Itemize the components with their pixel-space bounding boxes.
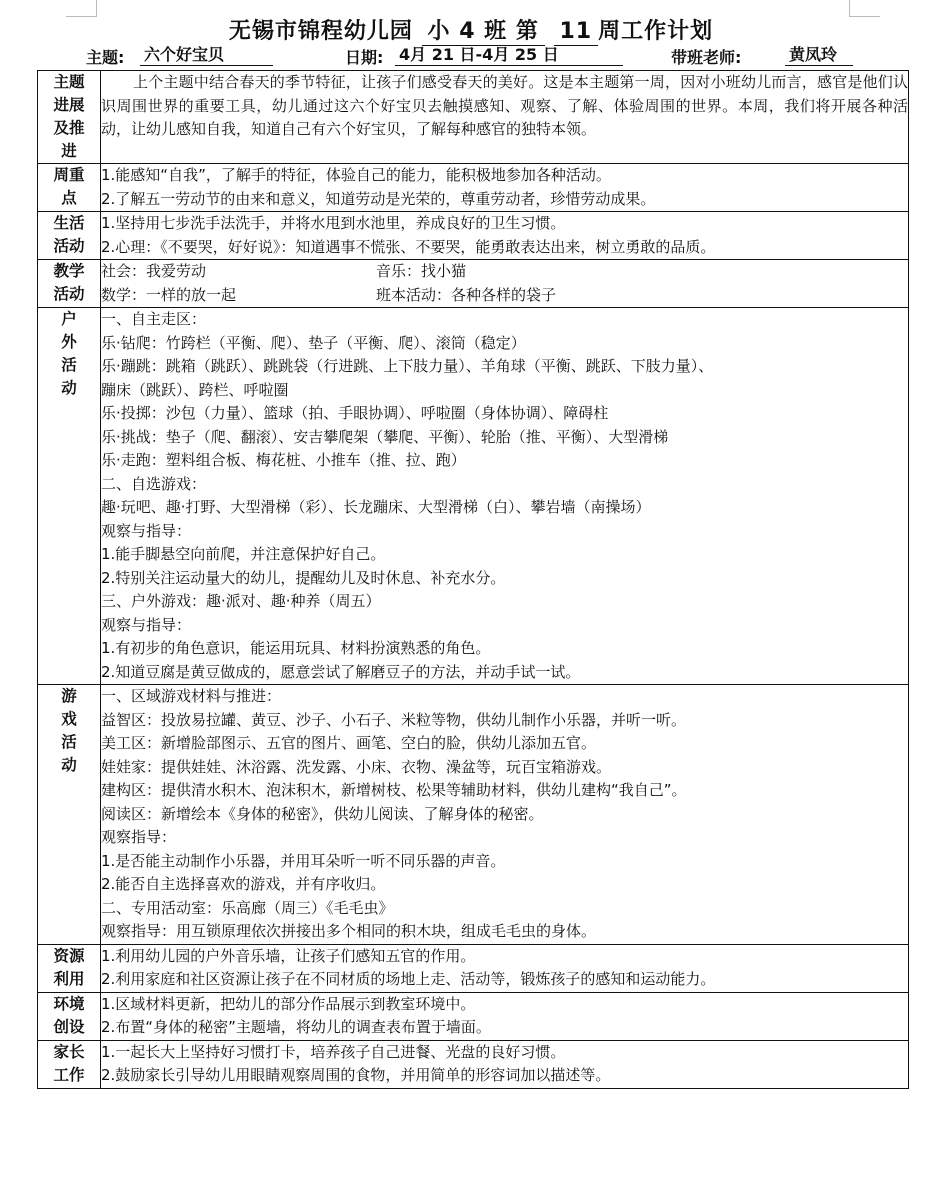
list-item: 阅读区：新增绘本《身体的秘密》，供幼儿阅读、了解身体的秘密。	[101, 804, 544, 823]
list-item: 观察与指导：	[101, 521, 192, 540]
row-weekly-focus	[38, 164, 909, 212]
row-outdoor-activities	[38, 308, 909, 685]
heading-line: 及推	[53, 119, 85, 137]
heading-line: 创设	[53, 1017, 85, 1036]
activity-class: 班本活动：各种各样的袋子	[376, 285, 557, 304]
teaching-row	[101, 260, 908, 284]
content-parent-work	[101, 1040, 909, 1088]
list-item: 趣·玩吧、趣·打野、大型滑梯（彩）、长龙蹦床、大型滑梯（白）、攀岩墙（南操场）	[101, 498, 651, 516]
list-item: 1.利用幼儿园的户外音乐墙，让孩子们感知五官的作用。	[101, 946, 476, 965]
list-item: 1.一起长大上坚持好习惯打卡，培养孩子自己进餐、光盘的良好习惯。	[101, 1042, 566, 1061]
heading-line: 外	[61, 333, 77, 351]
heading-line: 动	[61, 756, 77, 774]
heading-teaching-activities	[38, 260, 101, 308]
list-item: 娃娃家：提供娃娃、沐浴露、洗发露、小床、衣物、澡盆等，玩百宝箱游戏。	[101, 757, 612, 776]
list-item: 益智区：投放易拉罐、黄豆、沙子、小石子、米粒等物，供幼儿制作小乐器，并听一听。	[101, 710, 687, 729]
date-label: 日期:	[345, 48, 384, 67]
heading-resource-use	[38, 944, 101, 992]
theme-value: 六个好宝贝	[140, 45, 273, 66]
heading-line: 生活	[53, 214, 85, 232]
teacher-label: 带班老师:	[671, 48, 742, 67]
list-item: 观察指导：用互锁原理依次拼接出多个相同的积木块，组成毛毛虫的身体。	[101, 922, 597, 940]
content-game-activities	[101, 685, 909, 945]
date-value: 4月 21 日-4月 25 日	[395, 45, 623, 66]
list-item: 1.坚持用七步洗手法洗手，并将水甩到水池里，养成良好的卫生习惯。	[101, 214, 566, 232]
heading-line: 工作	[53, 1065, 85, 1084]
heading-line: 游	[61, 687, 77, 705]
heading-line: 活	[61, 356, 77, 374]
content-life-activities	[101, 212, 909, 260]
row-life-activities	[38, 212, 909, 260]
heading-line: 点	[61, 189, 77, 207]
week-number: 11	[554, 19, 599, 46]
list-item: 观察指导：	[101, 828, 177, 846]
list-item: 1.能感知“自我”，了解手的特征，体验自己的能力，能积极地参加各种活动。	[101, 166, 611, 184]
content-outdoor-activities	[101, 308, 909, 685]
school-name: 无锡市锦程幼儿园	[228, 19, 413, 44]
list-item: 二、自选游戏：	[101, 474, 207, 493]
row-teaching-activities	[38, 260, 909, 308]
heading-line: 进	[61, 142, 77, 160]
plan-meta	[0, 45, 942, 67]
list-item: 乐·蹦跳：跳箱（跳跃）、跳跳袋（行进跳、上下肢力量）、羊角球（平衡、跳跃、下肢力量）、	[101, 357, 714, 375]
row-resource-use	[38, 944, 909, 992]
content-teaching-activities	[101, 260, 909, 308]
page-title	[0, 14, 942, 46]
list-item: 2.利用家庭和社区资源让孩子在不同材质的场地上走、活动等，锻炼孩子的感知和运动能力。	[101, 970, 716, 988]
list-item: 2.了解五一劳动节的由来和意义，知道劳动是光荣的，尊重劳动者，珍惜劳动成果。	[101, 189, 656, 208]
teaching-row	[101, 284, 908, 308]
list-item: 美工区：新增脸部图示、五官的图片、画笔、空白的脸，供幼儿添加五官。	[101, 734, 597, 752]
list-item: 乐·挑战：垫子（爬、翻滚）、安吉攀爬架（攀爬、平衡）、轮胎（推、平衡）、大型滑梯	[101, 427, 669, 446]
title-suffix: 周工作计划	[598, 19, 714, 44]
content-theme-progress	[101, 71, 909, 164]
list-item: 观察与指导：	[101, 615, 192, 634]
heading-outdoor-activities	[38, 308, 101, 685]
heading-line: 户	[61, 310, 77, 328]
list-item: 二、专用活动室：乐高廊（周三）《毛毛虫》	[101, 898, 394, 917]
weekly-plan-table	[37, 70, 909, 1089]
list-item: 三、户外游戏：趣·派对、趣·种养（周五）	[101, 592, 381, 610]
list-item: 1.有初步的角色意识，能运用玩具、材料扮演熟悉的角色。	[101, 639, 491, 657]
list-item: 乐·走跑：塑料组合板、梅花桩、小推车（推、拉、跑）	[101, 451, 466, 469]
list-item: 蹦床（跳跃）、跨栏、呼啦圈	[101, 380, 289, 399]
heading-line: 环境	[53, 994, 85, 1013]
heading-line: 主题	[53, 73, 85, 91]
teacher-value: 黄凤玲	[785, 45, 853, 66]
list-item: 建构区：提供清水积木、泡沫积木，新增树枝、松果等辅助材料，供幼儿建构“我自己”。	[101, 781, 687, 799]
heading-weekly-focus	[38, 164, 101, 212]
list-item: 1.能手脚悬空向前爬，并注意保护好自己。	[101, 545, 386, 563]
list-item: 乐·钻爬：竹跨栏（平衡、爬）、垫子（平衡、爬）、滚筒（稳定）	[101, 333, 526, 352]
activity-music: 音乐：找小猫	[376, 262, 467, 280]
heading-line: 家长	[53, 1042, 85, 1061]
list-item: 1.是否能主动制作小乐器，并用耳朵听一听不同乐器的声音。	[101, 851, 506, 870]
list-item: 2.布置“身体的秘密”主题墙，将幼儿的调查表布置于墙面。	[101, 1018, 491, 1036]
list-item: 1.区域材料更新，把幼儿的部分作品展示到教室环境中。	[101, 994, 476, 1013]
heading-line: 活	[61, 733, 77, 751]
progress-paragraph: 上个主题中结合春天的季节特征，让孩子们感受春天的美好。这是本主题第一周，因对小班幼儿而言，感官是他们认识周围世界的重要工具，幼儿通过这六个好宝贝去触摸感知、观察、了解、体验周围的世界。本周，我们将开展各种活动，让幼儿感知自我，知道自己有六个好宝贝，了解每种感官的独特本领。	[101, 73, 908, 138]
list-item: 乐·投掷：沙包（力量）、篮球（拍、手眼协调）、呼啦圈（身体协调）、障碍柱	[101, 404, 609, 422]
list-item: 2.能否自主选择喜欢的游戏，并有序收归。	[101, 875, 386, 893]
heading-line: 动	[61, 379, 77, 397]
heading-environment	[38, 992, 101, 1040]
row-game-activities	[38, 685, 909, 945]
activity-math: 数学：一样的放一起	[101, 285, 237, 304]
heading-theme-progress	[38, 71, 101, 164]
list-item: 2.知道豆腐是黄豆做成的，愿意尝试了解磨豆子的方法，并动手试一试。	[101, 662, 581, 681]
heading-line: 资源	[53, 946, 85, 965]
heading-parent-work	[38, 1040, 101, 1088]
row-environment	[38, 992, 909, 1040]
heading-line: 进展	[53, 96, 85, 114]
list-item: 一、自主走区：	[101, 310, 207, 328]
row-parent-work	[38, 1040, 909, 1088]
list-item: 2.鼓励家长引导幼儿用眼睛观察周围的食物，并用简单的形容词加以描述等。	[101, 1066, 611, 1084]
heading-line: 戏	[61, 710, 77, 728]
heading-line: 利用	[53, 969, 85, 988]
content-environment	[101, 992, 909, 1040]
list-item: 一、区域游戏材料与推进：	[101, 687, 282, 705]
class-name: 小 4 班 第	[422, 19, 545, 46]
heading-line: 教学	[53, 262, 85, 280]
content-resource-use	[101, 944, 909, 992]
list-item: 2.特别关注运动量大的幼儿，提醒幼儿及时休息、补充水分。	[101, 568, 506, 587]
heading-line: 活动	[53, 237, 85, 255]
heading-line: 周重	[53, 166, 85, 184]
heading-line: 活动	[53, 285, 85, 303]
heading-game-activities	[38, 685, 101, 945]
theme-label: 主题:	[86, 48, 125, 67]
row-theme-progress	[38, 71, 909, 164]
activity-social: 社会：我爱劳动	[101, 262, 207, 280]
content-weekly-focus	[101, 164, 909, 212]
list-item: 2.心理：《不要哭，好好说》：知道遇事不慌张、不要哭，能勇敢表达出来，树立勇敢的品质。	[101, 237, 716, 256]
heading-life-activities	[38, 212, 101, 260]
